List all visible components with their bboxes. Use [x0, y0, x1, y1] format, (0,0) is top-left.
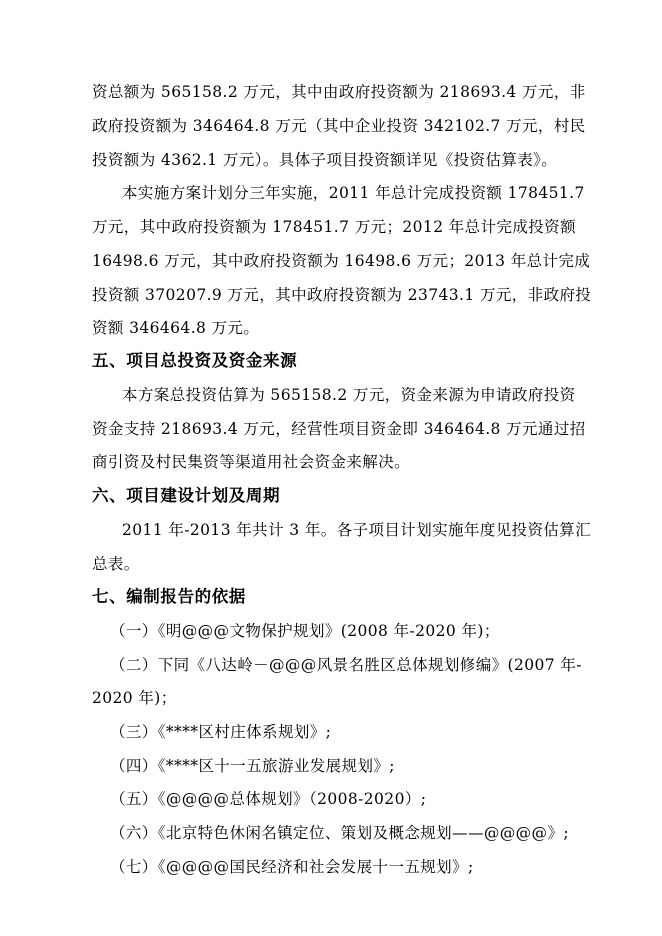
- section-7-item-2: （二）下同《八达岭－@@@风景名胜区总体规划修编》(2007 年-: [110, 656, 582, 674]
- section-7-item-3: （三）《****区村庄体系规划》;: [110, 723, 332, 741]
- paragraph-2-line-3: 16498.6 万元，其中政府投资额为 16498.6 万元；2013 年总计完成: [92, 252, 591, 270]
- section-7-item-4: （四）《****区十一五旅游业发展规划》;: [110, 757, 395, 775]
- section-7-item-1: （一）《明@@@文物保护规划》(2008 年-2020 年)；: [110, 622, 500, 640]
- section-5-line-3: 商引资及村民集资等渠道用社会资金来解决。: [92, 453, 411, 471]
- paragraph-1-line-2: 政府投资额为 346464.8 万元（其中企业投资 342102.7 万元，村民: [92, 117, 586, 135]
- section-5-line-2: 资金支持 218693.4 万元，经营性项目资金即 346464.8 万元通过招: [92, 420, 586, 438]
- section-7-item-5: （五）《@@@@总体规划》（2008-2020）;: [110, 790, 427, 808]
- section-7-heading: 七、编制报告的依据: [92, 587, 246, 606]
- section-5-line-1: 本方案总投资估算为 565158.2 万元，资金来源为申请政府投资: [122, 386, 576, 404]
- paragraph-1-line-1: 资总额为 565158.2 万元，其中由政府投资额为 218693.4 万元，非: [92, 83, 586, 101]
- section-5-heading: 五、项目总投资及资金来源: [92, 351, 298, 370]
- section-6-line-1: 2011 年-2013 年共计 3 年。各子项目计划实施年度见投资估算汇: [122, 521, 592, 539]
- paragraph-2-line-2: 万元，其中政府投资额为 178451.7 万元；2012 年总计完成投资额: [92, 218, 576, 236]
- section-7-item-7: （七）《@@@@国民经济和社会发展十一五规划》;: [110, 858, 474, 876]
- paragraph-2-line-1: 本实施方案计划分三年实施，2011 年总计完成投资额 178451.7: [122, 184, 585, 202]
- section-6-heading: 六、项目建设计划及周期: [92, 486, 281, 505]
- section-7-item-6: （六）《北京特色休闲名镇定位、策划及概念规划——@@@@》;: [110, 824, 569, 842]
- paragraph-1-line-3: 投资额为 4362.1 万元）。具体子项目投资额详见《投资估算表》。: [92, 151, 558, 169]
- paragraph-2-line-5: 资额 346464.8 万元。: [92, 319, 260, 337]
- section-6-line-2: 总表。: [92, 555, 140, 573]
- paragraph-2-line-4: 投资额 370207.9 万元，其中政府投资额为 23743.1 万元，非政府投: [92, 286, 592, 304]
- section-7-item-2-continued: 2020 年)；: [92, 689, 177, 707]
